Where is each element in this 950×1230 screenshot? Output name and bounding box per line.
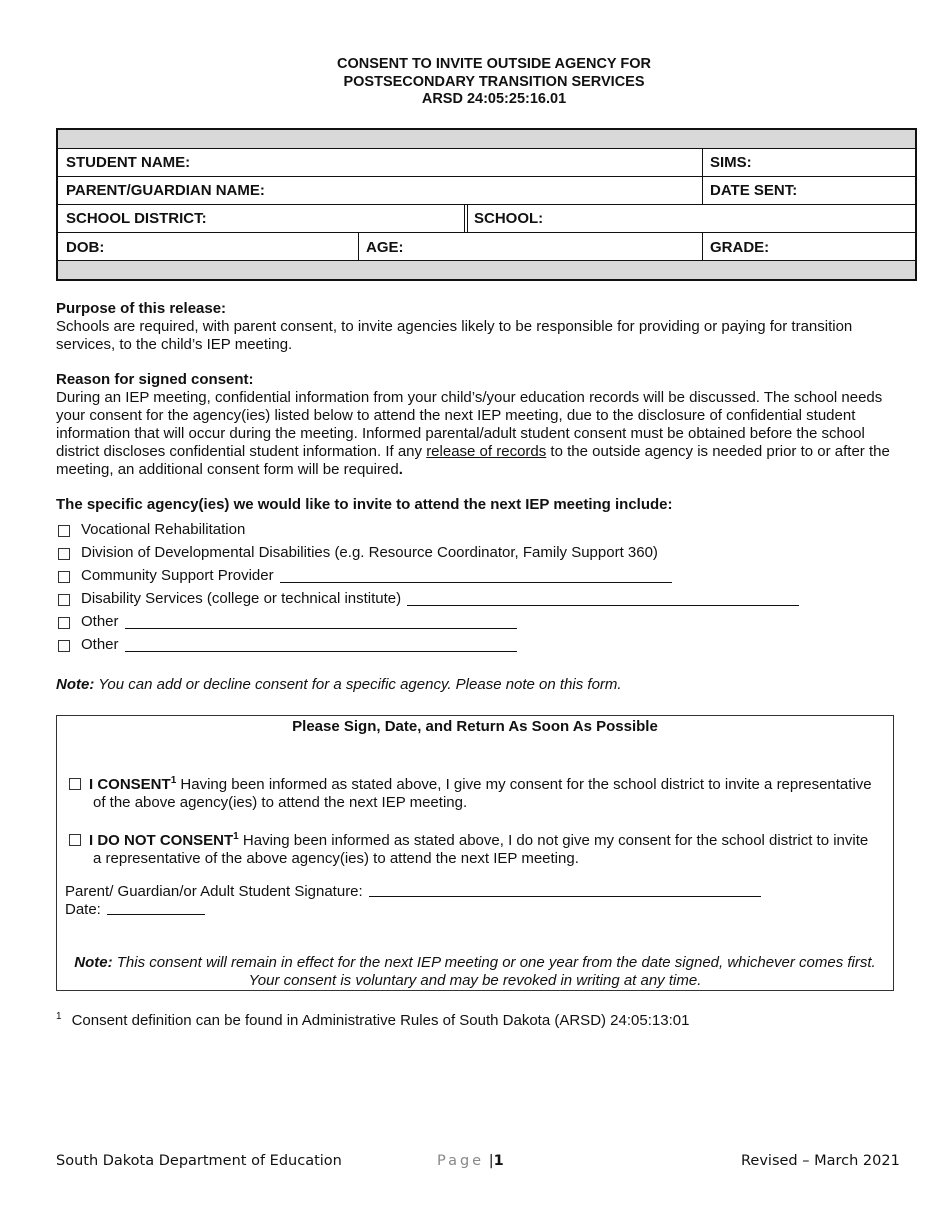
agency-label: Vocational Rehabilitation — [81, 521, 246, 538]
grade-field[interactable]: GRADE: — [710, 239, 770, 256]
community-support-checkbox[interactable] — [58, 571, 70, 583]
date-label: Date: — [65, 901, 101, 918]
table-header-bar — [58, 130, 915, 149]
date-sent-field[interactable]: DATE SENT: — [710, 182, 798, 199]
list-item — [56, 517, 856, 540]
other-2-checkbox[interactable] — [58, 640, 70, 652]
list-item — [56, 632, 856, 655]
disability-services-blank[interactable] — [407, 605, 799, 606]
footer-page-number: Page |1 — [437, 1153, 504, 1169]
dob-field[interactable]: DOB: — [66, 239, 105, 256]
parent-row — [58, 177, 915, 205]
other-1-blank[interactable] — [125, 628, 517, 629]
footer-revision: Revised – March 2021 — [741, 1153, 900, 1169]
school-row — [58, 205, 915, 233]
age-field[interactable]: AGE: — [366, 239, 404, 256]
purpose-heading: Purpose of this release: — [56, 300, 227, 317]
date-row — [65, 901, 205, 918]
agencies-heading: The specific agency(ies) we would like to invite to attend the next IEP meeting include: — [56, 496, 673, 513]
dob-row — [58, 233, 915, 262]
list-item — [56, 563, 856, 586]
school-district-field[interactable]: SCHOOL DISTRICT: — [66, 210, 207, 227]
signature-heading: Please Sign, Date, and Return As Soon As Possible — [292, 718, 658, 735]
footer-organization: South Dakota Department of Education — [56, 1153, 342, 1169]
sims-field[interactable]: SIMS: — [710, 154, 752, 171]
consent-option: I CONSENT$^1$ Having been informed as stated above, I give my consent for the school district to invite a representative of the above agency(ies) to attend the next IEP meeting. — [67, 772, 877, 812]
agency-label: Division of Developmental Disabilities (e.g. Resource Coordinator, Family Support 360) — [81, 544, 658, 561]
community-support-blank[interactable] — [280, 582, 672, 583]
date-field[interactable] — [107, 914, 205, 915]
title-line-2: POSTSECONDARY TRANSITION SERVICES — [343, 73, 645, 90]
signature-label: Parent/ Guardian/or Adult Student Signature: — [65, 883, 363, 900]
developmental-disabilities-checkbox[interactable] — [58, 548, 70, 560]
no-consent-checkbox[interactable] — [69, 834, 81, 846]
list-item — [56, 586, 856, 609]
other-1-checkbox[interactable] — [58, 617, 70, 629]
no-consent-option: I DO NOT CONSENT$^1$ Having been informed as stated above, I do not give my consent for the school district to invite a representative of the above agency(ies) to attend the next IEP meeting. — [67, 828, 877, 868]
student-name-field[interactable]: STUDENT NAME: — [66, 154, 191, 171]
footnote: $^1$ Consent definition can be found in Administrative Rules of South Dakota (ARSD) 24:05:13:01 — [56, 1011, 690, 1029]
reason-text-before: During an IEP meeting, confidential information from your child’s/your education records will be discussed. The school needs your consent for the agency(ies) listed below to attend the next IEP meeting, due to the disclosure of confidential student information that will occur during the meeting. Informed parental/adult student consent must be obtained before the school district discloses confidential student information. If any — [56, 389, 883, 460]
agency-label: Other — [81, 636, 119, 653]
disability-services-checkbox[interactable] — [58, 594, 70, 606]
other-2-blank[interactable] — [125, 651, 517, 652]
purpose-text: Schools are required, with parent consent, to invite agencies likely to be responsible for providing or paying for transition services, to the child’s IEP meeting. — [56, 318, 853, 353]
reason-text-after: to the outside agency is needed prior to or after the meeting, an additional consent form will be required — [56, 443, 890, 478]
school-field[interactable]: SCHOOL: — [474, 210, 544, 227]
agency-label: Disability Services (college or technical institute) — [81, 590, 402, 607]
list-item — [56, 540, 856, 563]
agency-label: Community Support Provider — [81, 567, 274, 584]
reason-text: During an IEP meeting, confidential information from your child’s/your education records will be discussed. The school needs your consent for the agency(ies) listed below to attend the next IEP meeting, due to the disclosure of confidential student information that will occur during the meeting. Informed parental/adult student consent must be obtained before the school district discloses confidential student information. If any release of records to the outside agency is needed prior to or after the meeting, an additional consent form will be required. — [56, 389, 890, 478]
consent-checkbox[interactable] — [69, 778, 81, 790]
release-of-records-link[interactable]: release of records — [426, 443, 547, 460]
title-line-1: CONSENT TO INVITE OUTSIDE AGENCY FOR — [337, 56, 651, 72]
vocational-rehab-checkbox[interactable] — [58, 525, 70, 537]
list-item — [56, 609, 856, 632]
purpose-section — [56, 300, 896, 354]
signature-box — [56, 715, 894, 991]
reason-section — [56, 371, 894, 479]
form-title — [0, 56, 950, 109]
agency-checklist — [56, 517, 856, 655]
agency-label: Other — [81, 613, 119, 630]
title-line-3: ARSD 24:05:25:16.01 — [421, 91, 567, 107]
consent-duration-note: Note: This consent will remain in effect for the next IEP meeting or one year from the date signed, whichever comes first. Your consent is voluntary and may be revoked in writing at any time. — [74, 954, 876, 989]
table-footer-bar — [58, 260, 915, 279]
reason-heading: Reason for signed consent: — [56, 371, 254, 388]
signature-row — [65, 883, 761, 900]
agency-note: Note: You can add or decline consent for a specific agency. Please note on this form. — [56, 676, 622, 693]
student-info-table — [56, 128, 917, 281]
student-name-row — [58, 149, 915, 177]
parent-name-field[interactable]: PARENT/GUARDIAN NAME: — [66, 182, 265, 199]
signature-field[interactable] — [369, 896, 761, 897]
